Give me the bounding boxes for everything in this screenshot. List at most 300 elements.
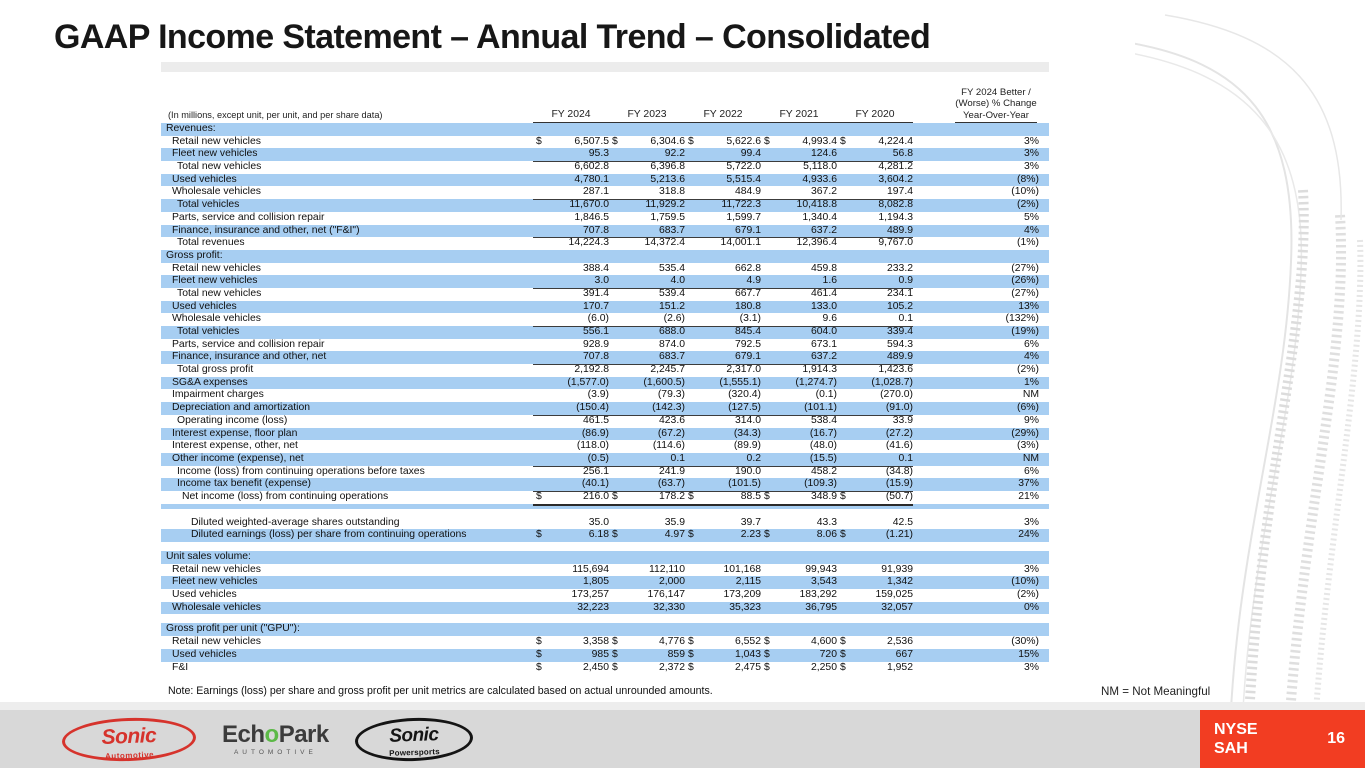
dollar-sign bbox=[761, 199, 775, 212]
row-label: Wholesale vehicles bbox=[172, 186, 261, 198]
value-cell: 859 bbox=[667, 648, 685, 660]
value-cell: 151.2 bbox=[658, 300, 685, 312]
value-cell: 180.8 bbox=[734, 300, 761, 312]
col-header-change bbox=[913, 87, 1049, 123]
value-cell bbox=[851, 551, 913, 564]
row-label: Parts, service and collision repair bbox=[172, 211, 325, 223]
value-cell: 95.3 bbox=[547, 148, 609, 162]
row-label: Interest expense, other, net bbox=[172, 440, 298, 452]
dollar-sign bbox=[609, 377, 623, 390]
dollar-sign bbox=[533, 589, 547, 602]
row-label: Total gross profit bbox=[177, 364, 254, 376]
value-cell: 707.8 bbox=[547, 225, 609, 239]
dollar-sign bbox=[685, 212, 699, 225]
dollar-sign: $ bbox=[688, 135, 694, 147]
value-cell: (89.9) bbox=[733, 440, 761, 452]
dollar-sign bbox=[685, 377, 699, 390]
value-cell: 792.5 bbox=[734, 338, 761, 350]
dollar-sign bbox=[837, 301, 851, 314]
table-row bbox=[161, 649, 1049, 662]
row-label: Other income (expense), net bbox=[172, 452, 304, 464]
dollar-sign: $ bbox=[533, 491, 547, 506]
value-cell: (40.1) bbox=[547, 478, 609, 492]
dollar-sign: $ bbox=[840, 661, 846, 673]
dollar-sign bbox=[685, 301, 699, 314]
value-cell: 101,168 bbox=[723, 563, 761, 575]
change-cell: (26%) bbox=[1011, 275, 1039, 287]
section-header-row bbox=[161, 250, 1049, 263]
row-label: Retail new vehicles bbox=[172, 262, 261, 274]
dollar-sign bbox=[609, 564, 623, 577]
dollar-sign bbox=[533, 377, 547, 390]
value-cell: 538.4 bbox=[810, 414, 837, 426]
value-cell: 594.3 bbox=[886, 338, 913, 350]
change-cell: (2%) bbox=[1017, 199, 1039, 211]
value-cell: 339.4 bbox=[886, 326, 913, 337]
dollar-sign bbox=[685, 551, 699, 564]
value-cell: 4,281.2 bbox=[878, 161, 913, 173]
value-cell: (2.6) bbox=[623, 313, 685, 327]
dollar-sign bbox=[761, 551, 775, 564]
value-cell: 36,795 bbox=[805, 601, 837, 613]
dollar-sign bbox=[761, 415, 775, 428]
value-cell: (118.0) bbox=[576, 440, 609, 452]
value-cell: 6,304.6 bbox=[650, 135, 685, 147]
dollar-sign bbox=[837, 326, 851, 339]
dollar-sign bbox=[609, 288, 623, 301]
value-cell: (34.8) bbox=[885, 465, 913, 477]
value-cell bbox=[775, 551, 837, 564]
dollar-sign bbox=[533, 288, 547, 301]
table-row bbox=[161, 275, 1049, 288]
dollar-sign bbox=[761, 174, 775, 187]
value-cell: (15.9) bbox=[851, 478, 913, 492]
dollar-sign bbox=[609, 212, 623, 225]
dollar-sign bbox=[685, 174, 699, 187]
dollar-sign: $ bbox=[612, 648, 618, 660]
value-cell: 190.0 bbox=[734, 465, 761, 477]
value-cell: 2,317.0 bbox=[726, 364, 761, 376]
dollar-sign bbox=[761, 288, 775, 301]
value-cell: 8,082.8 bbox=[878, 199, 913, 211]
value-cell: (1.21) bbox=[885, 529, 913, 541]
dollar-sign bbox=[685, 440, 699, 453]
dollar-sign bbox=[761, 250, 775, 263]
change-cell: NM bbox=[1022, 389, 1039, 401]
table-row bbox=[161, 564, 1049, 577]
value-cell: (91.0) bbox=[851, 402, 913, 416]
row-label: Gross profit: bbox=[166, 249, 223, 261]
value-cell: (15.5) bbox=[775, 453, 837, 467]
value-cell bbox=[623, 551, 685, 564]
value-cell: 11,722.3 bbox=[721, 199, 761, 211]
value-cell: (101.1) bbox=[775, 402, 837, 416]
value-cell: 173,209 bbox=[723, 589, 761, 601]
dollar-sign bbox=[609, 123, 623, 136]
change-cell: (1%) bbox=[1017, 237, 1039, 249]
dollar-sign bbox=[837, 602, 851, 615]
col-header-fy2021: FY 2021 bbox=[761, 109, 837, 123]
value-cell: 35,323 bbox=[729, 601, 761, 613]
value-cell: 4,600 bbox=[810, 636, 837, 648]
table-top-strip bbox=[161, 62, 1049, 72]
row-label: Finance, insurance and other, net bbox=[172, 351, 327, 363]
dollar-sign bbox=[609, 263, 623, 276]
footnote: Note: Earnings (loss) per share and gross profit per unit metrics are calculated based on actual unrounded amounts. bbox=[168, 685, 713, 697]
value-cell bbox=[547, 551, 609, 564]
dollar-sign bbox=[533, 301, 547, 314]
dollar-sign bbox=[761, 161, 775, 174]
col-header-fy2024: FY 2024 bbox=[533, 109, 609, 123]
dollar-sign bbox=[837, 339, 851, 352]
value-cell: 3,358 bbox=[582, 636, 609, 648]
value-cell: 176,147 bbox=[647, 589, 685, 601]
value-cell: 679.1 bbox=[699, 225, 761, 239]
change-cell: 3% bbox=[1023, 135, 1039, 147]
change-cell: 13% bbox=[1018, 300, 1039, 312]
change-cell: 4% bbox=[1023, 351, 1039, 363]
change-cell bbox=[913, 623, 1049, 636]
row-label: Income (loss) from continuing operations before taxes bbox=[177, 465, 425, 477]
dollar-sign bbox=[533, 212, 547, 225]
value-cell bbox=[699, 250, 761, 263]
row-label: Diluted earnings (loss) per share from continuing operations bbox=[191, 529, 467, 541]
dollar-sign bbox=[761, 466, 775, 479]
dollar-sign bbox=[837, 440, 851, 453]
value-cell: 2,000 bbox=[658, 576, 685, 588]
value-cell: 5,515.4 bbox=[726, 173, 761, 185]
dollar-sign bbox=[685, 123, 699, 136]
tire-tracks-graphic bbox=[1135, 0, 1365, 768]
value-cell bbox=[775, 123, 837, 136]
row-label: Income tax benefit (expense) bbox=[177, 478, 311, 490]
value-cell: 459.8 bbox=[810, 262, 837, 274]
prefooter-strip bbox=[0, 702, 1365, 710]
value-cell: 720 bbox=[819, 648, 837, 660]
units-label: (In millions, except unit, per unit, and per share data) bbox=[168, 110, 383, 120]
dollar-sign bbox=[837, 377, 851, 390]
dollar-sign bbox=[533, 564, 547, 577]
dollar-sign bbox=[609, 602, 623, 615]
table-row bbox=[161, 576, 1049, 589]
value-cell: 234.1 bbox=[886, 287, 913, 299]
change-cell: 21% bbox=[1018, 490, 1039, 502]
dollar-sign bbox=[837, 517, 851, 530]
footer-bar bbox=[0, 710, 1365, 768]
value-cell: 6,396.8 bbox=[650, 161, 685, 173]
row-label: Finance, insurance and other, net ("F&I") bbox=[172, 224, 360, 236]
value-cell bbox=[851, 250, 913, 263]
dollar-sign bbox=[609, 364, 623, 377]
dollar-sign bbox=[837, 364, 851, 377]
value-cell: 535.4 bbox=[658, 262, 685, 274]
dollar-sign bbox=[533, 199, 547, 212]
table-row bbox=[161, 148, 1049, 161]
value-cell: 170.7 bbox=[582, 300, 609, 312]
value-cell: 32,223 bbox=[577, 601, 609, 613]
row-label: Revenues: bbox=[166, 123, 216, 134]
value-cell: 391.4 bbox=[582, 287, 609, 299]
dollar-sign bbox=[761, 364, 775, 377]
dollar-sign bbox=[609, 250, 623, 263]
row-label: Wholesale vehicles bbox=[172, 601, 261, 613]
table-row bbox=[161, 377, 1049, 390]
dollar-sign: $ bbox=[764, 636, 770, 648]
value-cell: 1,805 bbox=[582, 576, 609, 588]
dollar-sign bbox=[837, 123, 851, 136]
dollar-sign bbox=[533, 602, 547, 615]
dollar-sign bbox=[609, 428, 623, 441]
dollar-sign: $ bbox=[688, 661, 694, 673]
value-cell: 124.6 bbox=[775, 148, 837, 162]
dollar-sign: $ bbox=[612, 661, 618, 673]
value-cell: (50.7) bbox=[851, 491, 913, 506]
value-cell: 667 bbox=[895, 648, 913, 660]
change-cell: NM bbox=[1022, 452, 1039, 464]
row-label: Total new vehicles bbox=[177, 161, 262, 173]
value-cell: 2,245.7 bbox=[650, 364, 685, 376]
dollar-sign bbox=[685, 466, 699, 479]
dollar-sign bbox=[837, 161, 851, 174]
table-row bbox=[161, 662, 1049, 675]
row-label: Total revenues bbox=[177, 237, 245, 249]
value-cell: 9.6 bbox=[775, 313, 837, 327]
value-cell bbox=[699, 123, 761, 136]
row-label: Used vehicles bbox=[172, 173, 237, 185]
change-cell: (19%) bbox=[1011, 326, 1039, 337]
spacer-gap bbox=[161, 614, 1049, 623]
dollar-sign bbox=[533, 237, 547, 250]
spacer-gap bbox=[161, 542, 1049, 551]
value-cell: 1,914.3 bbox=[802, 364, 837, 376]
change-cell: (29%) bbox=[1011, 427, 1039, 439]
value-cell: (109.3) bbox=[775, 478, 837, 492]
value-cell: 183,292 bbox=[799, 589, 837, 601]
table-row bbox=[161, 199, 1049, 212]
row-label: Operating income (loss) bbox=[177, 414, 288, 426]
dollar-sign bbox=[533, 161, 547, 174]
section-header-row bbox=[161, 551, 1049, 564]
value-cell: 14,224.3 bbox=[568, 237, 609, 249]
value-cell bbox=[623, 123, 685, 136]
change-cell: 24% bbox=[1018, 529, 1039, 541]
dollar-sign bbox=[685, 589, 699, 602]
value-cell: 39.7 bbox=[740, 516, 761, 528]
dollar-sign bbox=[761, 623, 775, 636]
value-cell: 1,846.5 bbox=[574, 211, 609, 223]
dollar-sign: $ bbox=[688, 648, 694, 660]
value-cell: 4.9 bbox=[699, 275, 761, 289]
value-cell: 845.4 bbox=[734, 326, 761, 337]
change-cell: (10%) bbox=[1011, 186, 1039, 198]
dollar-sign bbox=[837, 174, 851, 187]
dollar-sign: $ bbox=[840, 529, 846, 541]
sonic-powersports-subtext: Powersports bbox=[388, 746, 440, 758]
change-cell: (10%) bbox=[1011, 576, 1039, 588]
value-cell: 115,694 bbox=[572, 563, 609, 575]
table-row bbox=[161, 136, 1049, 149]
row-label: Used vehicles bbox=[172, 648, 237, 660]
echopark-logo bbox=[222, 720, 329, 756]
table-row bbox=[161, 326, 1049, 339]
sonic-powersports-logo bbox=[354, 715, 473, 762]
row-label: Unit sales volume: bbox=[166, 551, 251, 562]
dollar-sign bbox=[837, 237, 851, 250]
echopark-subtext: AUTOMOTIVE bbox=[233, 748, 317, 756]
value-cell: 683.7 bbox=[623, 225, 685, 239]
dollar-sign: $ bbox=[688, 529, 694, 541]
dollar-sign bbox=[609, 466, 623, 479]
dollar-sign bbox=[837, 564, 851, 577]
value-cell: 874.0 bbox=[658, 338, 685, 350]
value-cell: 35.0 bbox=[588, 516, 609, 528]
table-row bbox=[161, 428, 1049, 441]
change-cell: 4% bbox=[1023, 224, 1039, 236]
change-cell bbox=[913, 250, 1049, 263]
spacer-gap bbox=[161, 509, 1049, 517]
value-cell: 484.9 bbox=[699, 186, 761, 200]
value-cell: 1,043 bbox=[734, 648, 761, 660]
value-cell: (1,274.7) bbox=[795, 376, 837, 388]
row-label: Net income (loss) from continuing operations bbox=[182, 490, 389, 502]
value-cell: (63.7) bbox=[623, 478, 685, 492]
dollar-sign bbox=[761, 602, 775, 615]
value-cell: 662.8 bbox=[734, 262, 761, 274]
change-cell: (6%) bbox=[1017, 402, 1039, 414]
dollar-sign bbox=[837, 263, 851, 276]
value-cell: 458.2 bbox=[810, 465, 837, 477]
value-cell: 32,330 bbox=[653, 601, 685, 613]
value-cell bbox=[547, 623, 609, 636]
dollar-sign bbox=[685, 623, 699, 636]
change-cell: (27%) bbox=[1011, 287, 1039, 299]
value-cell: (86.9) bbox=[581, 427, 609, 439]
value-cell: 461.4 bbox=[810, 287, 837, 299]
ticker-text bbox=[1214, 720, 1258, 758]
value-cell: 489.9 bbox=[851, 351, 913, 365]
value-cell: 5,622.6 bbox=[726, 135, 761, 147]
value-cell: (0.1) bbox=[815, 389, 837, 401]
dollar-sign bbox=[837, 288, 851, 301]
table-row bbox=[161, 440, 1049, 453]
dollar-sign: $ bbox=[536, 529, 542, 541]
row-label: Used vehicles bbox=[172, 589, 237, 601]
dollar-sign bbox=[609, 623, 623, 636]
table-header-row bbox=[161, 72, 1049, 123]
echopark-wordmark: EchoPark bbox=[222, 720, 329, 748]
dollar-sign bbox=[609, 551, 623, 564]
change-cell: 3% bbox=[1023, 661, 1039, 673]
value-cell: 112,110 bbox=[648, 563, 685, 575]
value-cell: (0.5) bbox=[547, 453, 609, 467]
dollar-sign: $ bbox=[609, 491, 623, 506]
value-cell: 0.1 bbox=[851, 313, 913, 327]
value-cell: 99.4 bbox=[699, 148, 761, 162]
value-cell: 11,929.2 bbox=[645, 199, 685, 211]
dollar-sign bbox=[533, 123, 547, 136]
value-cell: 637.2 bbox=[775, 351, 837, 365]
dollar-sign bbox=[533, 389, 547, 402]
table-body bbox=[161, 123, 1049, 674]
dollar-sign bbox=[837, 250, 851, 263]
page-title: GAAP Income Statement – Annual Trend – Consolidated bbox=[54, 18, 931, 56]
dollar-sign bbox=[533, 174, 547, 187]
table-row bbox=[161, 415, 1049, 428]
dollar-sign: $ bbox=[536, 661, 542, 673]
value-cell: 637.2 bbox=[775, 225, 837, 239]
dollar-sign bbox=[761, 428, 775, 441]
value-cell: 667.7 bbox=[734, 287, 761, 299]
value-cell: 5,722.0 bbox=[726, 161, 761, 173]
value-cell: (1,028.7) bbox=[871, 376, 913, 388]
value-cell: 1,759.5 bbox=[650, 211, 685, 223]
dollar-sign bbox=[609, 199, 623, 212]
dollar-sign bbox=[533, 576, 547, 589]
value-cell: (16.7) bbox=[809, 427, 837, 439]
change-cell: 3% bbox=[1023, 148, 1039, 160]
sonic-powersports-wordmark: Sonic bbox=[388, 723, 439, 747]
value-cell: 12,396.4 bbox=[796, 237, 837, 249]
dollar-sign bbox=[533, 440, 547, 453]
dollar-sign bbox=[685, 339, 699, 352]
change-cell: (8%) bbox=[1017, 173, 1039, 185]
value-cell: 5,118.0 bbox=[803, 161, 837, 173]
value-cell: 539.4 bbox=[658, 287, 685, 299]
change-cell: 15% bbox=[1018, 648, 1039, 660]
value-cell: (27.2) bbox=[885, 427, 913, 439]
dollar-sign bbox=[837, 466, 851, 479]
table-row bbox=[161, 288, 1049, 301]
change-cell bbox=[913, 123, 1049, 136]
dollar-sign bbox=[609, 440, 623, 453]
value-cell: 2,536 bbox=[886, 636, 913, 648]
change-cell: 3% bbox=[1023, 563, 1039, 575]
value-cell: (1,600.5) bbox=[643, 376, 685, 388]
dollar-sign bbox=[761, 263, 775, 276]
value-cell: 10,418.8 bbox=[796, 199, 837, 211]
value-cell bbox=[851, 123, 913, 136]
table-row bbox=[161, 402, 1049, 415]
dollar-sign bbox=[609, 174, 623, 187]
value-cell: (3.9) bbox=[587, 389, 609, 401]
dollar-sign bbox=[609, 339, 623, 352]
table-row bbox=[161, 517, 1049, 530]
dollar-sign bbox=[533, 517, 547, 530]
value-cell: (3.1) bbox=[699, 313, 761, 327]
value-cell: 35.9 bbox=[664, 516, 685, 528]
dollar-sign: $ bbox=[764, 529, 770, 541]
value-cell: 3.0 bbox=[547, 275, 609, 289]
dollar-sign bbox=[761, 576, 775, 589]
col-header-fy2020: FY 2020 bbox=[837, 109, 913, 123]
value-cell: 3,543 bbox=[810, 576, 837, 588]
value-cell: 233.2 bbox=[886, 262, 913, 274]
value-cell: 489.9 bbox=[851, 225, 913, 239]
table-row bbox=[161, 529, 1049, 542]
row-label: F&I bbox=[172, 661, 189, 673]
value-cell bbox=[699, 551, 761, 564]
row-label: Retail new vehicles bbox=[172, 135, 261, 147]
dollar-sign bbox=[761, 564, 775, 577]
value-cell: 1,342 bbox=[886, 576, 913, 588]
table-row bbox=[161, 478, 1049, 491]
value-cell: (79.3) bbox=[657, 389, 685, 401]
dollar-sign bbox=[761, 212, 775, 225]
value-cell: 14,372.4 bbox=[644, 237, 685, 249]
value-cell: (41.6) bbox=[885, 440, 913, 452]
value-cell: 43.3 bbox=[816, 516, 837, 528]
value-cell: 4,993.4 bbox=[802, 135, 837, 147]
